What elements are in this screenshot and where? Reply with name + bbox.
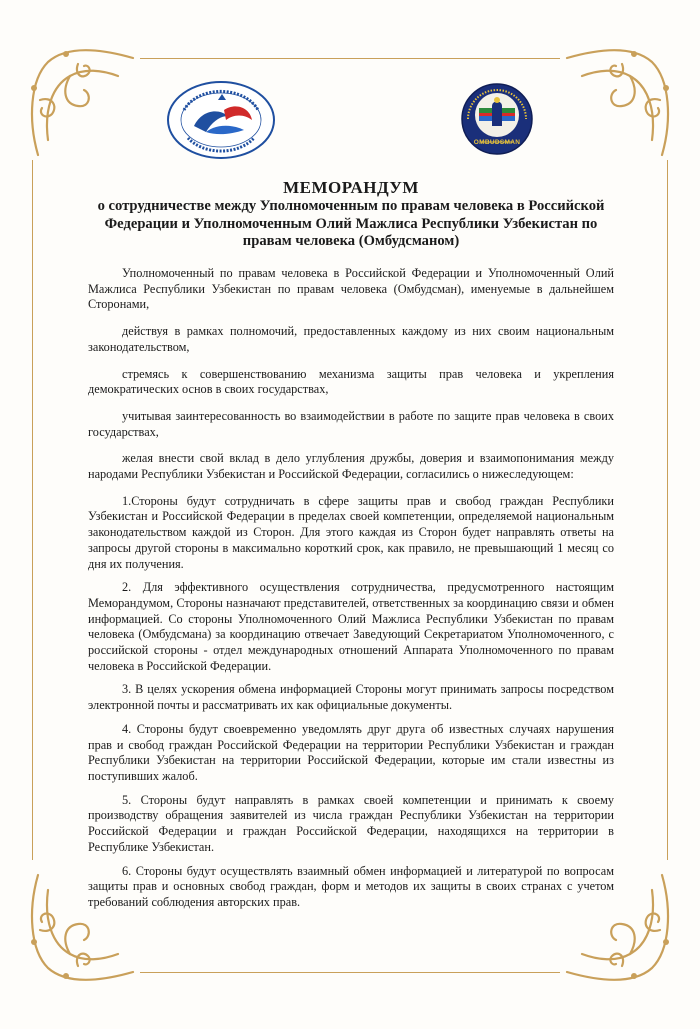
corner-ornament-top-left-icon [18, 40, 138, 160]
document-subtitle-line-2: Федерации и Уполномоченным Олий Мажлиса Республики Узбекистан по [104, 215, 598, 232]
right-logo-ring-text: OMBUDSMAN [473, 139, 521, 146]
preamble-paragraph: действуя в рамках полномочий, предоставленных каждому из них своим национальным законодательством, [88, 324, 614, 354]
bottom-border-line [140, 972, 560, 973]
left-border-line [32, 160, 33, 860]
document-subtitle-line-1: о сотрудничестве между Уполномоченным по правам человека в Российской [97, 198, 605, 214]
article-paragraph-4: 4. Стороны будут своевременно уведомлять друг друга об известных случаях нарушения прав и свобод граждан Российской Федерации на территории Республики Узбекистан и граждан Республики Узбекистан на территории Российской Федерации, которые им стали известны из поступивших жалоб. [88, 721, 614, 783]
document-subtitle-line-3: правам человека (Омбудсманом) [242, 233, 460, 249]
article-paragraph-1: 1.Стороны будут сотрудничать в сфере защиты прав и свобод граждан Республики Узбекистан и Российской Федерации в пределах своей компетенции, определяемой национальным законодательством каждой из Сторон. Для этого каждая из Сторон будет направлять ответы на запросы другой стороны в максимально короткий срок, как правило, не превышающий 1 месяц со дня их получения. [88, 493, 614, 571]
preamble-paragraph: Уполномоченный по правам человека в Российской Федерации и Уполномоченный Олий Мажлиса Республики Узбекистан по правам человека (Омбудсман), именуемые в дальнейшем Сторонами, [88, 266, 614, 312]
preamble-paragraph: желая внести свой вклад в дело углубления дружбы, доверия и взаимопонимания между народами Республики Узбекистан и Российской Федерации, согласились о нижеследующем: [88, 451, 614, 482]
article-paragraph-6: 6. Стороны будут осуществлять взаимный обмен информацией и литературой по вопросам защиты прав и основных свобод граждан, форм и методов их защиты в своих странах с учетом требований соблюдения авторских прав. [88, 863, 614, 909]
document-title-block [60, 178, 642, 251]
preamble-paragraph: стремясь к совершенствованию механизма защиты прав человека и укрепления демократических основ в своих государствах, [88, 366, 614, 397]
document-title: МЕМОРАНДУМ [283, 178, 419, 197]
russia-ombudsman-logo-icon [166, 80, 276, 160]
article-paragraph-5: 5. Стороны будут направлять в рамках своей компетенции и принимать к своему производству обращения заявителей из числа граждан Республики Узбекистан на территории Российской Федерации и граждан Российской Федерации, находящихся на территории в Республике Узбекистан. [88, 792, 614, 854]
article-paragraph-2: 2. Для эффективного осуществления сотрудничества, предусмотренного настоящим Меморандумом, Стороны назначают представителей, ответственных за координацию связи и обмен информацией. Со стороны Уполномоченного Олий Мажлиса Республики Узбекистан по правам человека (Омбудсмана) за координацию отвечает Заведующий Секретариатом Уполномоченного, с российской стороны - отдел международных отношений Аппарата Уполномоченного по правам человека в Российской Федерации. [88, 580, 614, 673]
right-border-line [667, 160, 668, 860]
top-border-line [140, 58, 560, 59]
corner-ornament-top-right-icon [562, 40, 682, 160]
document-body [88, 266, 614, 919]
preamble-paragraph: учитывая заинтересованность во взаимодействии в работе по защите прав человека в своих государствах, [88, 408, 614, 439]
article-paragraph-3: 3. В целях ускорения обмена информацией Стороны могут принимать запросы посредством электронной почты и рассматривать их как официальные документы. [88, 682, 614, 713]
